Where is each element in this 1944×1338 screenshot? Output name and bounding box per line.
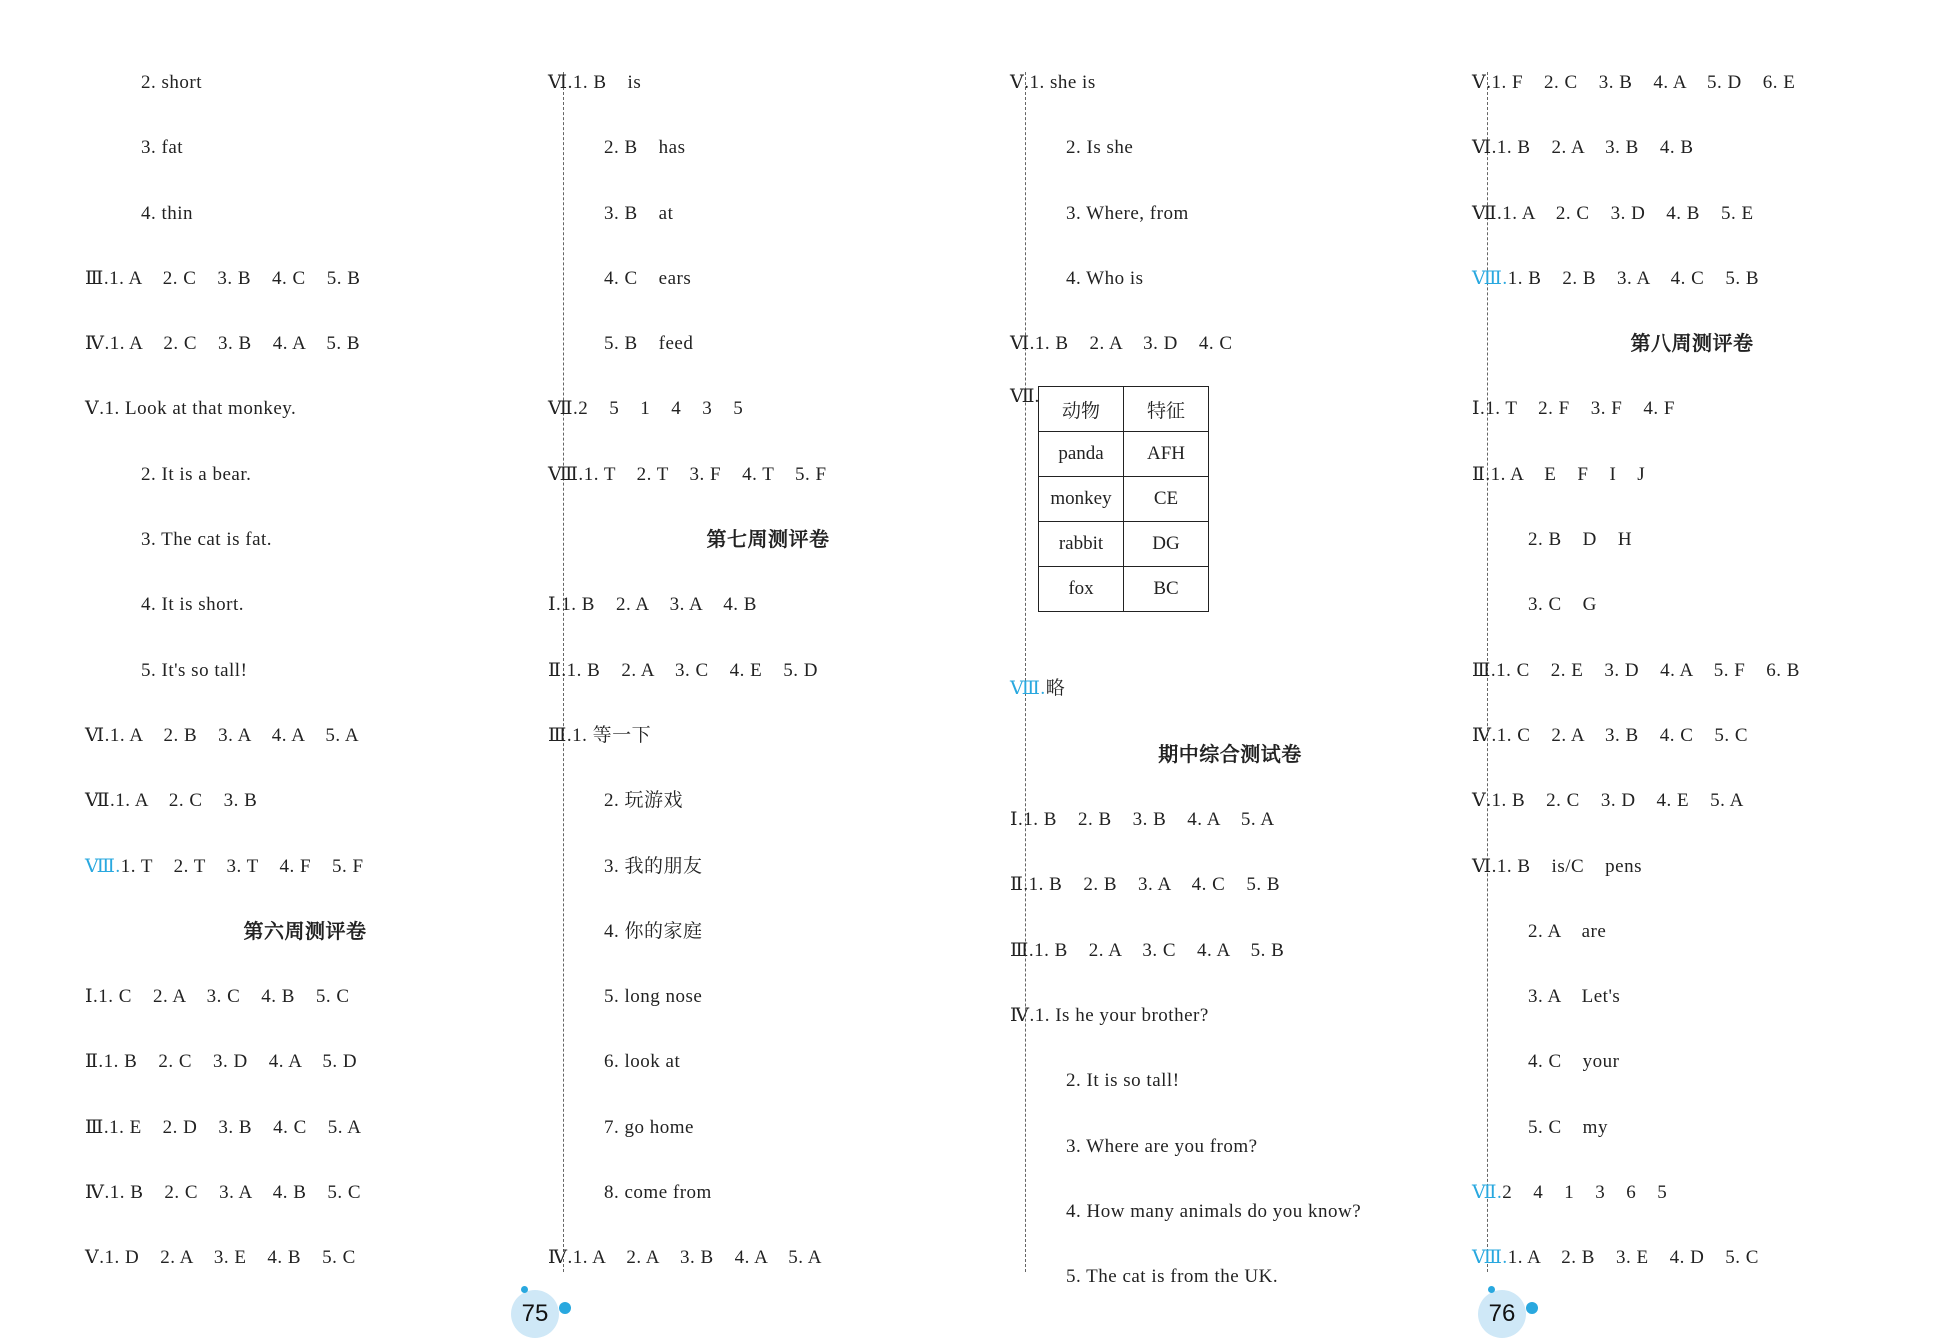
answer-line	[1472, 181, 1920, 246]
answer-text: 2. It is a bear.	[141, 463, 252, 485]
table-header-cell: 动物	[1039, 387, 1124, 432]
question-number: Ⅷ.	[1010, 678, 1046, 700]
answer-line	[1010, 50, 1458, 115]
answer-text: 1. B 2. A 3. A 4. B	[561, 594, 757, 616]
question-number: Ⅴ.	[85, 398, 105, 420]
answer-text: 1. B 2. A 3. D 4. C	[1034, 333, 1233, 355]
question-number: Ⅱ.	[548, 659, 567, 681]
answer-line	[1472, 768, 1920, 833]
question-number: Ⅴ.	[1472, 790, 1492, 812]
question-number: Ⅰ.	[1010, 809, 1024, 831]
answer-text: 1. B is/C pens	[1496, 855, 1642, 877]
answer-text: 1. D 2. A 3. E 4. B 5. C	[104, 1247, 356, 1269]
answer-text: 3. C G	[1528, 594, 1597, 616]
answer-text: 1. A E F I J	[1490, 463, 1646, 485]
answer-text: 1. A 2. B 3. A 4. A 5. A	[109, 724, 360, 746]
section-heading: 第六周测评卷	[243, 918, 367, 943]
answer-line	[1472, 703, 1920, 768]
answer-line	[85, 1160, 533, 1225]
answer-text: 8. come from	[604, 1182, 712, 1204]
answer-line	[1500, 964, 1920, 1029]
question-number: Ⅰ.	[1472, 398, 1486, 420]
answer-line	[1472, 638, 1920, 703]
answer-text: 4. Who is	[1066, 267, 1144, 289]
section-heading: 第七周测评卷	[706, 527, 830, 552]
answer-line	[85, 311, 533, 376]
question-number: Ⅲ.	[85, 267, 110, 289]
answer-text: 1. A 2. C 3. B	[115, 790, 258, 812]
answer-line	[1472, 834, 1920, 899]
answer-line	[1472, 376, 1920, 441]
answer-line	[113, 507, 533, 572]
answer-line	[548, 572, 996, 637]
answer-line	[113, 115, 533, 180]
table-cell: rabbit	[1039, 522, 1124, 567]
answer-line	[113, 181, 533, 246]
question-number: Ⅷ.	[85, 855, 121, 877]
answer-text: 2 4 1 3 6 5	[1502, 1182, 1668, 1204]
answer-text: 1. B 2. A 3. C 4. A 5. B	[1034, 939, 1285, 961]
answer-text: 1. B 2. A 3. C 4. E 5. D	[566, 659, 818, 681]
answer-text: 1. B 2. C 3. A 4. B 5. C	[109, 1182, 362, 1204]
answer-line	[576, 1029, 996, 1094]
answer-line	[576, 899, 996, 964]
question-number: Ⅰ.	[85, 986, 99, 1008]
answer-column-1	[85, 50, 533, 1291]
answer-text: 1. B is	[572, 72, 642, 93]
question-number: Ⅲ.	[1010, 939, 1035, 961]
question-number: Ⅲ.	[548, 724, 573, 746]
answer-text: 4. thin	[141, 202, 194, 224]
answer-line	[1038, 1244, 1458, 1309]
table-row	[1039, 477, 1209, 522]
answer-line	[85, 768, 533, 833]
answer-text: 2. B D H	[1528, 529, 1633, 551]
question-number: Ⅲ.	[85, 1116, 110, 1138]
answer-text: 1. B 2. C 3. D 4. E 5. A	[1491, 790, 1744, 812]
answer-line	[113, 572, 533, 637]
answer-line	[113, 638, 533, 703]
answer-line	[1010, 983, 1458, 1048]
answer-text: 1. T 2. T 3. F 4. T 5. F	[583, 463, 827, 485]
answer-text: 2. It is so tall!	[1066, 1070, 1180, 1092]
question-number: Ⅶ.	[1472, 202, 1503, 224]
answer-text: 1. F 2. C 3. B 4. A 5. D 6. E	[1491, 72, 1796, 93]
answer-line	[1472, 115, 1920, 180]
answer-line	[1472, 50, 1920, 115]
question-number: Ⅱ.	[85, 1051, 104, 1073]
answer-line	[548, 442, 996, 507]
answer-line	[548, 703, 996, 768]
question-number: Ⅵ.	[1010, 333, 1035, 355]
answer-line	[85, 964, 533, 1029]
answer-line	[576, 768, 996, 833]
answer-line	[85, 834, 533, 899]
answer-text: 1. T 2. T 3. T 4. F 5. F	[120, 855, 364, 877]
answer-text: 5. C my	[1528, 1116, 1608, 1138]
answer-text: 3. B at	[604, 202, 674, 224]
answer-text: 3. fat	[141, 137, 184, 159]
answer-line	[1472, 246, 1920, 311]
answer-line	[1038, 246, 1458, 311]
table-cell: monkey	[1039, 477, 1124, 522]
answer-text: 略	[1045, 678, 1066, 700]
answer-line	[576, 1160, 996, 1225]
answer-line	[1010, 311, 1458, 376]
answer-text: 4. 你的家庭	[604, 920, 703, 942]
answer-column-3	[1010, 50, 1458, 1309]
answer-line	[85, 246, 533, 311]
table-row	[1039, 432, 1209, 477]
question-number: Ⅶ.	[1010, 386, 1040, 408]
answer-line	[1472, 1160, 1920, 1225]
answer-text: 1. C 2. E 3. D 4. A 5. F 6. B	[1496, 659, 1800, 681]
question-number: Ⅷ.	[548, 463, 584, 485]
answer-text: 5. The cat is from the UK.	[1066, 1266, 1279, 1288]
answer-text: 1. Is he your brother?	[1034, 1004, 1209, 1026]
answer-line	[548, 638, 996, 703]
answer-text: 7. go home	[604, 1116, 694, 1138]
answer-text: 1. B 2. B 3. B 4. A 5. A	[1023, 809, 1275, 831]
question-number: Ⅱ.	[1472, 463, 1491, 485]
table-cell: panda	[1039, 432, 1124, 477]
answer-text: 2. short	[141, 72, 202, 93]
answer-text: 1. E 2. D 3. B 4. C 5. A	[109, 1116, 362, 1138]
question-number: Ⅷ.	[1472, 1247, 1508, 1269]
answer-line	[576, 311, 996, 376]
question-number: Ⅴ.	[1010, 72, 1030, 93]
question-number: Ⅵ.	[85, 724, 110, 746]
answer-text: 4. How many animals do you know?	[1066, 1200, 1362, 1222]
answer-line	[1038, 115, 1458, 180]
table-header-cell: 特征	[1124, 387, 1209, 432]
section-heading: 期中综合测试卷	[1158, 741, 1302, 766]
table-cell: BC	[1124, 567, 1209, 612]
answer-text: 1. B 2. B 3. A 4. C 5. B	[1507, 267, 1760, 289]
answer-line	[1038, 181, 1458, 246]
answer-text: 1. A 2. C 3. B 4. C 5. B	[109, 267, 361, 289]
answer-column-2	[548, 50, 996, 1291]
table-cell: DG	[1124, 522, 1209, 567]
question-number: Ⅶ.	[548, 398, 579, 420]
answer-text: 3. The cat is fat.	[141, 529, 273, 551]
answer-line	[1038, 1114, 1458, 1179]
answer-line	[1500, 572, 1920, 637]
answer-text: 3. A Let's	[1528, 986, 1621, 1008]
answer-text: 4. C your	[1528, 1051, 1620, 1073]
answer-line	[1500, 1029, 1920, 1094]
answer-line	[85, 376, 533, 441]
answer-text: 4. It is short.	[141, 594, 245, 616]
table-row	[1039, 522, 1209, 567]
answer-text: 1. A 2. B 3. E 4. D 5. C	[1507, 1247, 1759, 1269]
answer-text: 5. B feed	[604, 333, 694, 355]
question-number: Ⅳ.	[1010, 1004, 1035, 1026]
answer-text: 1. C 2. A 3. C 4. B 5. C	[98, 986, 350, 1008]
table-row	[1039, 567, 1209, 612]
question-number: Ⅳ.	[85, 1182, 110, 1204]
answer-line	[1010, 918, 1458, 983]
answer-line	[85, 1029, 533, 1094]
question-number: Ⅳ.	[1472, 724, 1497, 746]
question-number: Ⅳ.	[548, 1247, 573, 1269]
answer-text: 1. B 2. A 3. B 4. B	[1496, 137, 1694, 159]
question-number: Ⅵ.	[548, 72, 573, 93]
answer-line	[576, 964, 996, 1029]
question-number: Ⅵ.	[1472, 855, 1497, 877]
answer-text: 1. she is	[1029, 72, 1096, 93]
question-number: Ⅲ.	[1472, 659, 1497, 681]
answer-text: 1. Look at that monkey.	[104, 398, 297, 420]
answer-line	[548, 376, 996, 441]
answer-line	[1472, 1225, 1920, 1290]
answer-text: 2. Is she	[1066, 137, 1134, 159]
page-number-text: 76	[1488, 1300, 1516, 1327]
answer-line	[1472, 442, 1920, 507]
answer-text: 2. 玩游戏	[604, 790, 684, 812]
answer-text: 1. C 2. A 3. B 4. C 5. C	[1496, 724, 1749, 746]
question-number: Ⅰ.	[548, 594, 562, 616]
question-number: Ⅷ.	[1472, 267, 1508, 289]
question-number: Ⅱ.	[1010, 874, 1029, 896]
answer-text: 6. look at	[604, 1051, 681, 1073]
answer-text: 2. B has	[604, 137, 686, 159]
answer-text: 1. A 2. C 3. D 4. B 5. E	[1502, 202, 1754, 224]
answer-text: 1. B 2. B 3. A 4. C 5. B	[1028, 874, 1280, 896]
question-number: Ⅶ.	[1472, 1182, 1503, 1204]
answer-line	[576, 181, 996, 246]
answer-text: 5. long nose	[604, 986, 703, 1008]
answer-line	[548, 1225, 996, 1290]
question-number: Ⅳ.	[85, 333, 110, 355]
answer-line	[113, 442, 533, 507]
answer-line	[113, 50, 533, 115]
answer-text: 1. A 2. C 3. B 4. A 5. B	[109, 333, 361, 355]
answer-line	[1010, 787, 1458, 852]
question-number: Ⅴ.	[1472, 72, 1492, 93]
answer-text: 1. B 2. C 3. D 4. A 5. D	[103, 1051, 358, 1073]
answer-line	[576, 246, 996, 311]
answer-text: 3. Where are you from?	[1066, 1135, 1258, 1157]
table-cell: AFH	[1124, 432, 1209, 477]
answer-text: 3. Where, from	[1066, 202, 1189, 224]
answer-line	[1500, 507, 1920, 572]
answer-text: 1. 等一下	[572, 724, 652, 746]
answer-line	[1038, 1048, 1458, 1113]
answer-line	[1500, 899, 1920, 964]
answer-line	[1038, 1179, 1458, 1244]
section-heading: 第八周测评卷	[1630, 331, 1754, 356]
answer-text: 2 5 1 4 3 5	[578, 398, 744, 420]
answer-line	[1010, 852, 1458, 917]
answer-line	[1500, 1095, 1920, 1160]
answer-line	[576, 834, 996, 899]
answer-column-4	[1472, 50, 1920, 1291]
animal-feature-table	[1038, 386, 1209, 612]
answer-line	[548, 50, 996, 115]
page-number-text: 75	[521, 1300, 549, 1327]
table-cell: CE	[1124, 477, 1209, 522]
answer-line	[576, 115, 996, 180]
answer-line	[85, 703, 533, 768]
answer-line	[85, 1225, 533, 1290]
animal-feature-table-block	[1010, 376, 1458, 656]
question-number: Ⅴ.	[85, 1247, 105, 1269]
answer-text: 4. C ears	[604, 267, 692, 289]
question-number: Ⅵ.	[1472, 137, 1497, 159]
answer-text: 1. A 2. A 3. B 4. A 5. A	[572, 1247, 822, 1269]
answer-line	[1010, 656, 1458, 721]
answer-text: 3. 我的朋友	[604, 855, 703, 877]
answer-line	[576, 1095, 996, 1160]
answer-text: 1. T 2. F 3. F 4. F	[1485, 398, 1675, 420]
table-cell: fox	[1039, 567, 1124, 612]
question-number: Ⅶ.	[85, 790, 116, 812]
answer-text: 5. It's so tall!	[141, 659, 248, 681]
answer-line	[85, 1095, 533, 1160]
answer-text: 2. A are	[1528, 920, 1607, 942]
